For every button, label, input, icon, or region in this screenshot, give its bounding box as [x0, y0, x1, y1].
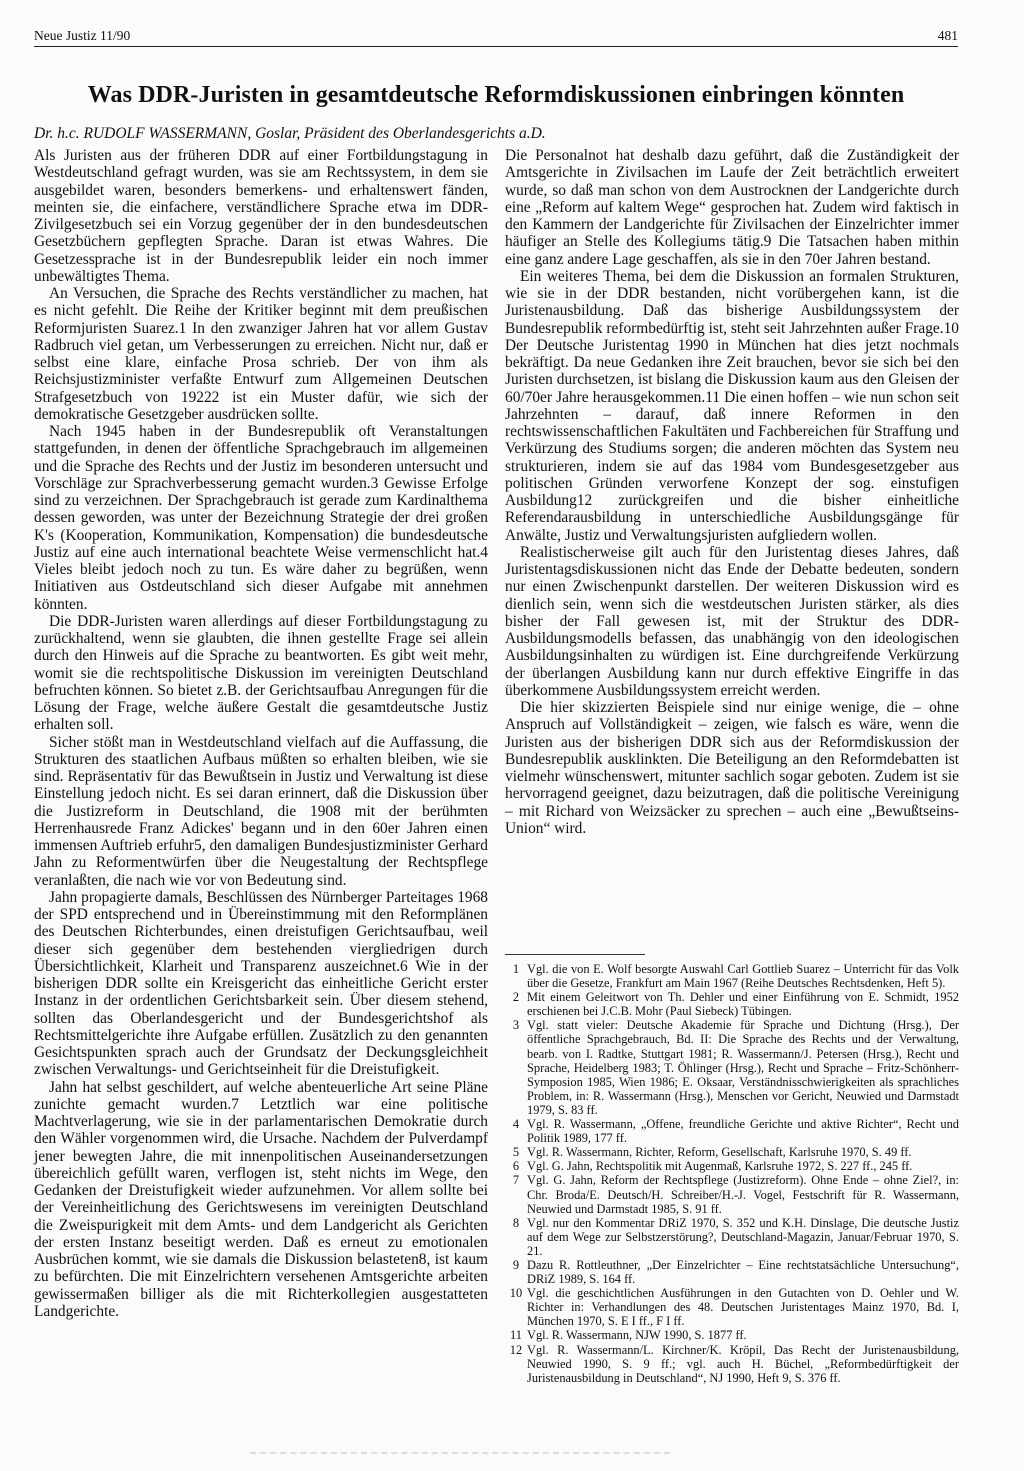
footnote-number: 10 — [509, 1286, 523, 1301]
footnote — [505, 1286, 959, 1328]
footnote-text: Vgl. die von E. Wolf besorgte Auswahl Carl Gottlieb Suarez – Unterricht für das Volk über die Gesetze, Frankfurt am Main 1967 (Reihe Deutsches Rechtsdenken, Heft 5). — [527, 962, 959, 991]
footnote-number: 2 — [512, 990, 520, 1005]
footnote — [505, 1328, 959, 1342]
footnote-number: 12 — [509, 1342, 523, 1357]
footnote-text: Dazu R. Rottleuthner, „Der Einzelrichter – Eine rechtstatsächliche Untersuchung“, DRiZ 1989, S. 164 ff. — [527, 1257, 959, 1287]
paragraph: Realistischerweise gilt auch für den Juristentag dieses Jahres, daß Juristentagsdiskussionen nicht das Ende der Debatte bedeuten, sondern nur einen Zwischenpunkt darstellen. Der weiteren Diskussion wird es dienlich sein, wenn sich die westdeutschen Juristen stärker, als dies bisher der Fall gewesen ist, mit der Struktur des DDR-Ausbildungsmodells befassen, das unabhängig von den ideologischen Ausbildungsinhalten zu würdigen ist. Eine durchgreifende Verkürzung der überlangen Ausbildung kann nur durch effektive Eingriffe in das überkommene Ausbildungssystem erreicht werden. — [505, 543, 959, 699]
footnote-text: Vgl. R. Wassermann, Richter, Reform, Gesellschaft, Karlsruhe 1970, S. 49 ff. — [527, 1145, 912, 1160]
footnote-text: Mit einem Geleitwort von Th. Dehler und einer Einführung von E. Schmidt, 1952 erschienen bei J.C.B. Mohr (Paul Siebeck) Tübingen. — [527, 990, 959, 1019]
footnote — [505, 1216, 959, 1258]
footnotes — [505, 962, 959, 1385]
footnote-number: 4 — [512, 1117, 520, 1132]
running-header — [34, 20, 958, 47]
paragraph: Als Juristen aus der früheren DDR auf einer Fortbildungstagung in Westdeutschland gefragt wurden, was sie am Rechtssystem, in dem sie ausgebildet waren, besonders bemerkens- und erhaltenswert fänden, meinten sie, die einfachere, verständlichere Sprache etwa im DDR-Zivilgesetzbuch sei ein Vorzug gegenüber der in den bundesdeutschen Gesetzbüchern gepflegten Sprache. Daran ist etwas Wahres. Die Gesetzessprache ist in der Bundesrepublik leider ein noch immer unbewältigtes Thema. — [34, 147, 488, 285]
footnote — [505, 1117, 959, 1145]
paragraph: Die hier skizzierten Beispiele sind nur einige wenige, die – ohne Anspruch auf Vollständigkeit – zeigen, wie falsch es wäre, wenn die Juristen aus der bisherigen DDR sich aus der Reformdiskussion der Bundesrepublik ausklinkten. Die Beteiligung an den Reformdebatten ist vielmehr wünschenswert, mitunter sachlich sogar geboten. Zudem ist sie hervorragend geeignet, dazu beizutragen, daß die politische Vereinigung – mit Richard von Weizsäcker zu sprechen – auch eine „Bewußtseins-Union“ wird. — [505, 699, 959, 837]
footnote — [505, 1018, 959, 1117]
paragraph: An Versuchen, die Sprache des Rechts verständlicher zu machen, hat es nicht gefehlt. Die Reihe der Kritiker beginnt mit dem preußischen Reformjuristen Suarez.1 In den zwanziger Jahren hat vor allem Gustav Radbruch viel getan, um Verbesserungen zu erreichen. Nicht nur, daß er selbst eine klare, einfache Prosa schrieb. Der von ihm als Reichsjustizminister verfaßte Entwurf zum Allgemeinen Deutschen Strafgesetzbuch von 19222 ist ein Muster dafür, wie sich der demokratische Gesetzgeber ausdrücken sollte. — [34, 285, 488, 423]
right-column — [505, 147, 959, 837]
footnote — [505, 990, 959, 1018]
paragraph: Jahn propagierte damals, Beschlüssen des Nürnberger Parteitages 1968 der SPD entsprechend und in Übereinstimmung mit den Reformplänen des Deutschen Richterbundes, einen dreistufigen Gerichtsaufbau, weil dieser sich gegenüber dem bestehenden viergliedrigen durch Übersichtlichkeit, Klarheit und Transparenz auszeichnet.6 Wie in der bisherigen DDR sollte ein Kreisgericht das einheitliche Gericht erster Instanz in der ordentlichen Gerichtsbarkeit sein. Über diesem stehend, sollten das Oberlandesgericht und der Bundesgerichtshof als Rechtsmittelgerichte ihre Aufgabe erfüllen. Zusätzlich zu den genannten Gesichtspunkten sprach auch der Grundsatz der Deckungsgleichheit zwischen Verwaltungs- und Gerichtseinheit für die Dreistufigkeit. — [34, 888, 488, 1079]
footnote — [505, 962, 959, 990]
footnote-number: 9 — [512, 1257, 520, 1272]
paragraph: Nach 1945 haben in der Bundesrepublik oft Veranstaltungen stattgefunden, in denen der öffentliche Sprachgebrauch im allgemeinen und die Sprache des Rechts und der Justiz im besonderen untersucht und Vorschläge zur Sprachverbesserung gemacht wurden.3 Gewisse Erfolge sind zu verzeichnen. Der Sprachgebrauch ist gerade zum Kardinalthema dessen geworden, was unter der Bezeichnung Strategie der drei großen K's (Kooperation, Kommunikation, Kompensation) die bundesdeutsche Justiz auf eine auch international beachtete Weise vermenschlicht hat.4 Vieles bleibt jedoch noch zu tun. Es wäre daher zu begrüßen, wenn Initiativen aus Ostdeutschland sich dieser Aufgabe mit annehmen könnten. — [34, 423, 488, 613]
paragraph: Die DDR-Juristen waren allerdings auf dieser Fortbildungstagung zu zurückhaltend, wenn sie glaubten, die ihnen gestellte Frage sei allein durch den Hinweis auf die Sprache zu beantworten. Es gibt weit mehr, womit sie die rechtspolitische Diskussion im vereinigten Deutschland befruchten können. So bietet z.B. der Gerichtsaufbau Anregungen für die Lösung der Frage, welche äußere Gestalt die gesamtdeutsche Justiz erhalten soll. — [34, 612, 488, 734]
footnote-number: 3 — [512, 1018, 520, 1033]
footnote-number: 11 — [510, 1328, 522, 1343]
footnote-text: Vgl. G. Jahn, Rechtspolitik mit Augenmaß, Karlsruhe 1972, S. 227 ff., 245 ff. — [527, 1159, 913, 1174]
footnote-text: Vgl. R. Wassermann, „Offene, freundliche Gerichte und aktive Richter“, Recht und Politik 1989, 177 ff. — [527, 1117, 959, 1146]
paragraph: Ein weiteres Thema, bei dem die Diskussion an formalen Strukturen, wie sie in der DDR bestanden, nicht vorübergehen kann, ist die Juristenausbildung. Daß das bisherige Ausbildungssystem der Bundesrepublik reformbedürftig ist, steht seit Jahrzehnten außer Frage.10 Der Deutsche Juristentag 1990 in München hat dies jetzt nochmals bekräftigt. Da neue Gedanken ihre Zeit brauchen, bevor sie sich bei den Juristen durchsetzen, ist bislang die Diskussion kaum aus den Gleisen der 60/70er Jahre herausgekommen.11 Die einen hoffen – wie nun schon seit Jahrzehnten – darauf, daß innere Reformen in den rechtswissenschaftlichen Fakultäten und Fachbereichen für Straffung und Verkürzung des Studiums sorgen; die anderen möchten das System neu strukturieren, indem sie auf das 1984 vom Bundesgesetzgeber aus politischen Gründen verworfene Konzept der sog. einstufigen Ausbildung12 zurückgreifen und die bisher einheitliche Referendarausbildung in unterschiedliche Ausbildungsgänge für Anwälte, Justiz und Verwaltungsjuristen aufgliedern wollen. — [505, 267, 959, 544]
paragraph: Jahn hat selbst geschildert, auf welche abenteuerliche Art seine Pläne zunichte gemacht wurden.7 Letztlich war eine politische Machtverlagerung, wie sie in der parlamentarischen Demokratie durch den Wähler vorgenommen wird, die Ursache. Nachdem der Pulverdampf jener bewegten Jahre, die mit innenpolitischen Auseinandersetzungen übereichlich gefüllt waren, verflogen ist, steht nichts im Wege, den Gedanken der Dreistufigkeit wieder aufzunehmen. Vor allem sollte bei der Vereinheitlichung des Gerichtswesens im vereinigten Deutschland die Zweispurigkeit mit dem Amts- und dem Landgericht als Gerichten der ersten Instanz beseitigt werden. Daß es erneut zu emotionalen Ausbrüchen kommt, wie sie damals die Diskussion belasteten8, ist kaum zu befürchten. Die mit Einzelrichtern versehenen Amtsgerichte arbeiten gewissermaßen billiger als die mit Richterkollegien ausgestatteten Landgerichte. — [34, 1078, 488, 1320]
footnote-text: Vgl. statt vieler: Deutsche Akademie für Sprache und Dichtung (Hrsg.), Der öffentliche Sprachgebrauch, Bd. II: Die Sprache des Rechts und der Verwaltung, bearb. von I. Radtke, Stuttgart 1981; R. Wassermann/J. Petersen (Hrsg.), Recht und Sprache, Heidelberg 1983; T. Öhlinger (Hrsg.), Recht und Sprache – Fritz-Schönherr-Symposion 1985, Wien 1986; E. Oksaar, Verständnisschwierigkeiten als sprachliches Problem, in: R. Wassermann (Hrsg.), Menschen vor Gericht, Neuwied und Darmstadt 1979, S. 83 ff. — [527, 1018, 959, 1117]
journal-issue: Neue Justiz 11/90 — [34, 28, 131, 43]
footnote-text: Vgl. R. Wassermann, NJW 1990, S. 1877 ff. — [527, 1328, 747, 1343]
scan-artifact — [250, 1452, 670, 1460]
left-column — [34, 147, 488, 1320]
article-title: Was DDR-Juristen in gesamtdeutsche Reformdiskussionen einbringen könnten — [87, 82, 905, 108]
footnote — [505, 1145, 959, 1159]
footnote-text: Vgl. die geschichtlichen Ausführungen in den Gutachten von D. Oehler und W. Richter in: Verhandlungen des 48. Deutschen Juristentages Mainz 1970, Bd. I, München 1970, S. E I ff., F I ff. — [527, 1286, 959, 1329]
footnote-number: 5 — [512, 1145, 520, 1160]
author-byline: Dr. h.c. RUDOLF WASSERMANN, Goslar, Präsident des Oberlandesgerichts a.D. — [34, 125, 546, 142]
footnote-number: 8 — [512, 1215, 520, 1230]
footnote — [505, 1343, 959, 1385]
footnote — [505, 1173, 959, 1215]
footnote-number: 1 — [512, 962, 520, 976]
footnote-number: 6 — [512, 1159, 520, 1174]
page-number: 481 — [937, 28, 958, 43]
footnote-text: Vgl. R. Wassermann/L. Kirchner/K. Kröpil, Das Recht der Juristenausbildung, Neuwied 1990, S. 9 ff.; vgl. auch H. Büchel, „Reformbedürftigkeit der Juristenausbildung in Deutschland“, NJ 1990, Heft 9, S. 376 ff. — [527, 1342, 959, 1385]
footnote-text: Vgl. nur den Kommentar DRiZ 1970, S. 352 und K.H. Dinslage, Die deutsche Justiz auf dem Wege zur Selbstzerstörung?, Deutschland-Magazin, Januar/Februar 1970, S. 21. — [527, 1215, 959, 1258]
paragraph: Sicher stößt man in Westdeutschland vielfach auf die Auffassung, die Strukturen des staatlichen Aufbaus müßten so erhalten bleiben, wie sie sind. Repräsentativ für das Bewußtsein in Justiz und Verwaltung ist diese Einstellung jedoch nicht. Es sei daran erinnert, daß die Diskussion über die Justizreform in Deutschland, die 1908 mit der berühmten Herrenhausrede Franz Adickes' begann und in den 60er Jahren einen immensen Auftrieb erfuhr5, den damaligen Bundesjustizminister Gerhard Jahn zu Reformentwürfen über die Neugestaltung der Rechtspflege veranlaßten, die nach wie vor von Bedeutung sind. — [34, 733, 488, 889]
footnote — [505, 1258, 959, 1286]
footnote-text: Vgl. G. Jahn, Reform der Rechtspflege (Justizreform). Ohne Ende – ohne Ziel?, in: Chr. Broda/E. Deutsch/H. Schreiber/H.-J. Vogel, Festschrift für R. Wassermann, Neuwied und Darmstadt 1985, S. 91 ff. — [527, 1173, 959, 1216]
paragraph: Die Personalnot hat deshalb dazu geführt, daß die Zuständigkeit der Amtsgerichte in Zivilsachen im Laufe der Zeit beträchtlich erweitert wurde, so daß man schon von dem Austrocknen der Landgerichte durch eine „Reform auf kaltem Wege“ gesprochen hat. Zudem wird faktisch in den Kammern der Landgerichte für Zivilsachen der Einzelrichter immer häufiger an Stelle des Kollegiums tätig.9 Die Tatsachen haben mithin eine ganz andere Lage geschaffen, als sie in den 70er Jahren bestand. — [505, 147, 959, 268]
footnote-divider — [505, 954, 645, 955]
footnote — [505, 1159, 959, 1173]
footnote-number: 7 — [512, 1173, 520, 1188]
